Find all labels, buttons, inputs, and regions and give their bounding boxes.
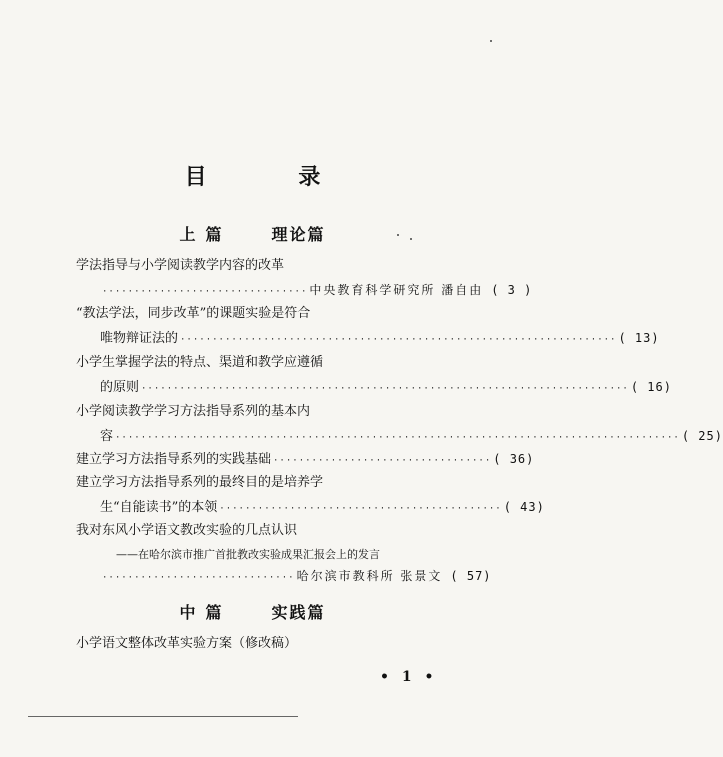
toc-entry-6-leader [100, 499, 545, 515]
toc-entry-3-cont: 的原则 [100, 380, 140, 395]
section-heading-1 [0, 222, 505, 245]
toc-entry-3-page: ( 16) [630, 380, 672, 394]
toc-entry-4-cont: 容 [100, 429, 114, 444]
section-1-name: 理论篇 [271, 225, 326, 244]
toc-entry-5-title: 建立学习方法指导系列的实践基础 [76, 452, 272, 467]
toc-entry-6-page: ( 43) [503, 500, 545, 514]
toc-entry-2-page: ( 13) [618, 331, 660, 345]
toc-entry-8-title[interactable]: 小学语文整体改革实验方案（修改稿） [76, 636, 298, 651]
dot-leader: ······························ [102, 573, 295, 583]
section-2-name: 实践篇 [271, 603, 326, 622]
scan-speck [410, 238, 412, 240]
section-2-label: 中篇 [179, 603, 232, 622]
toc-entry-4-page: ( 25) [681, 429, 723, 443]
toc-entry-7-leader [100, 568, 492, 584]
toc-entry-2-leader [100, 330, 660, 346]
toc-entry-1-page: ( 3 ) [491, 283, 533, 297]
section-1-label: 上篇 [179, 225, 232, 244]
dot-leader: ···································································· [180, 335, 617, 345]
dot-leader: ············································································ [141, 384, 629, 394]
dot-leader: ································ [102, 287, 308, 297]
toc-entry-3-leader [100, 379, 672, 395]
toc-entry-5-page: ( 36) [493, 452, 535, 466]
dot-leader: ············································ [219, 504, 502, 514]
toc-entry-6-cont: 生“自能读书”的本领 [100, 500, 218, 515]
toc-entry-6-title[interactable]: 建立学习方法指导系列的最终目的是培养学 [76, 475, 324, 490]
toc-entry-1-title[interactable]: 学法指导与小学阅读教学内容的改革 [76, 258, 285, 273]
toc-entry-7-page: ( 57) [450, 569, 492, 583]
toc-entry-7-note: ——在哈尔滨市推广首批教改实验成果汇报会上的发言 [116, 548, 380, 561]
dot-leader: ·································· [273, 456, 492, 466]
toc-entry-7-author: 哈尔滨市教科所 张景文 [296, 569, 443, 583]
toc-entry-7-title[interactable]: 我对东风小学语文教改实验的几点认识 [76, 523, 298, 538]
toc-entry-2-title[interactable]: “教法学法，同步改革”的课题实验是符合 [76, 306, 311, 321]
toc-entry-5-row[interactable] [76, 451, 535, 467]
page-title: 目 录 [184, 164, 363, 190]
section-heading-2 [0, 600, 505, 623]
scan-speck [490, 40, 492, 42]
page-number: • 1 • [380, 669, 438, 685]
toc-entry-4-title[interactable]: 小学阅读教学学习方法指导系列的基本内 [76, 404, 311, 419]
toc-entry-2-cont: 唯物辩证法的 [100, 331, 179, 346]
toc-entry-3-title[interactable]: 小学生掌握学法的特点、渠道和教学应遵循 [76, 355, 324, 370]
bottom-rule [28, 716, 298, 717]
toc-entry-4-leader [100, 428, 723, 444]
scan-speck [397, 234, 399, 236]
toc-entry-1-leader [100, 282, 533, 298]
dot-leader: ························································································ [115, 433, 680, 443]
toc-entry-1-author: 中央教育科学研究所 潘自由 [309, 283, 484, 297]
